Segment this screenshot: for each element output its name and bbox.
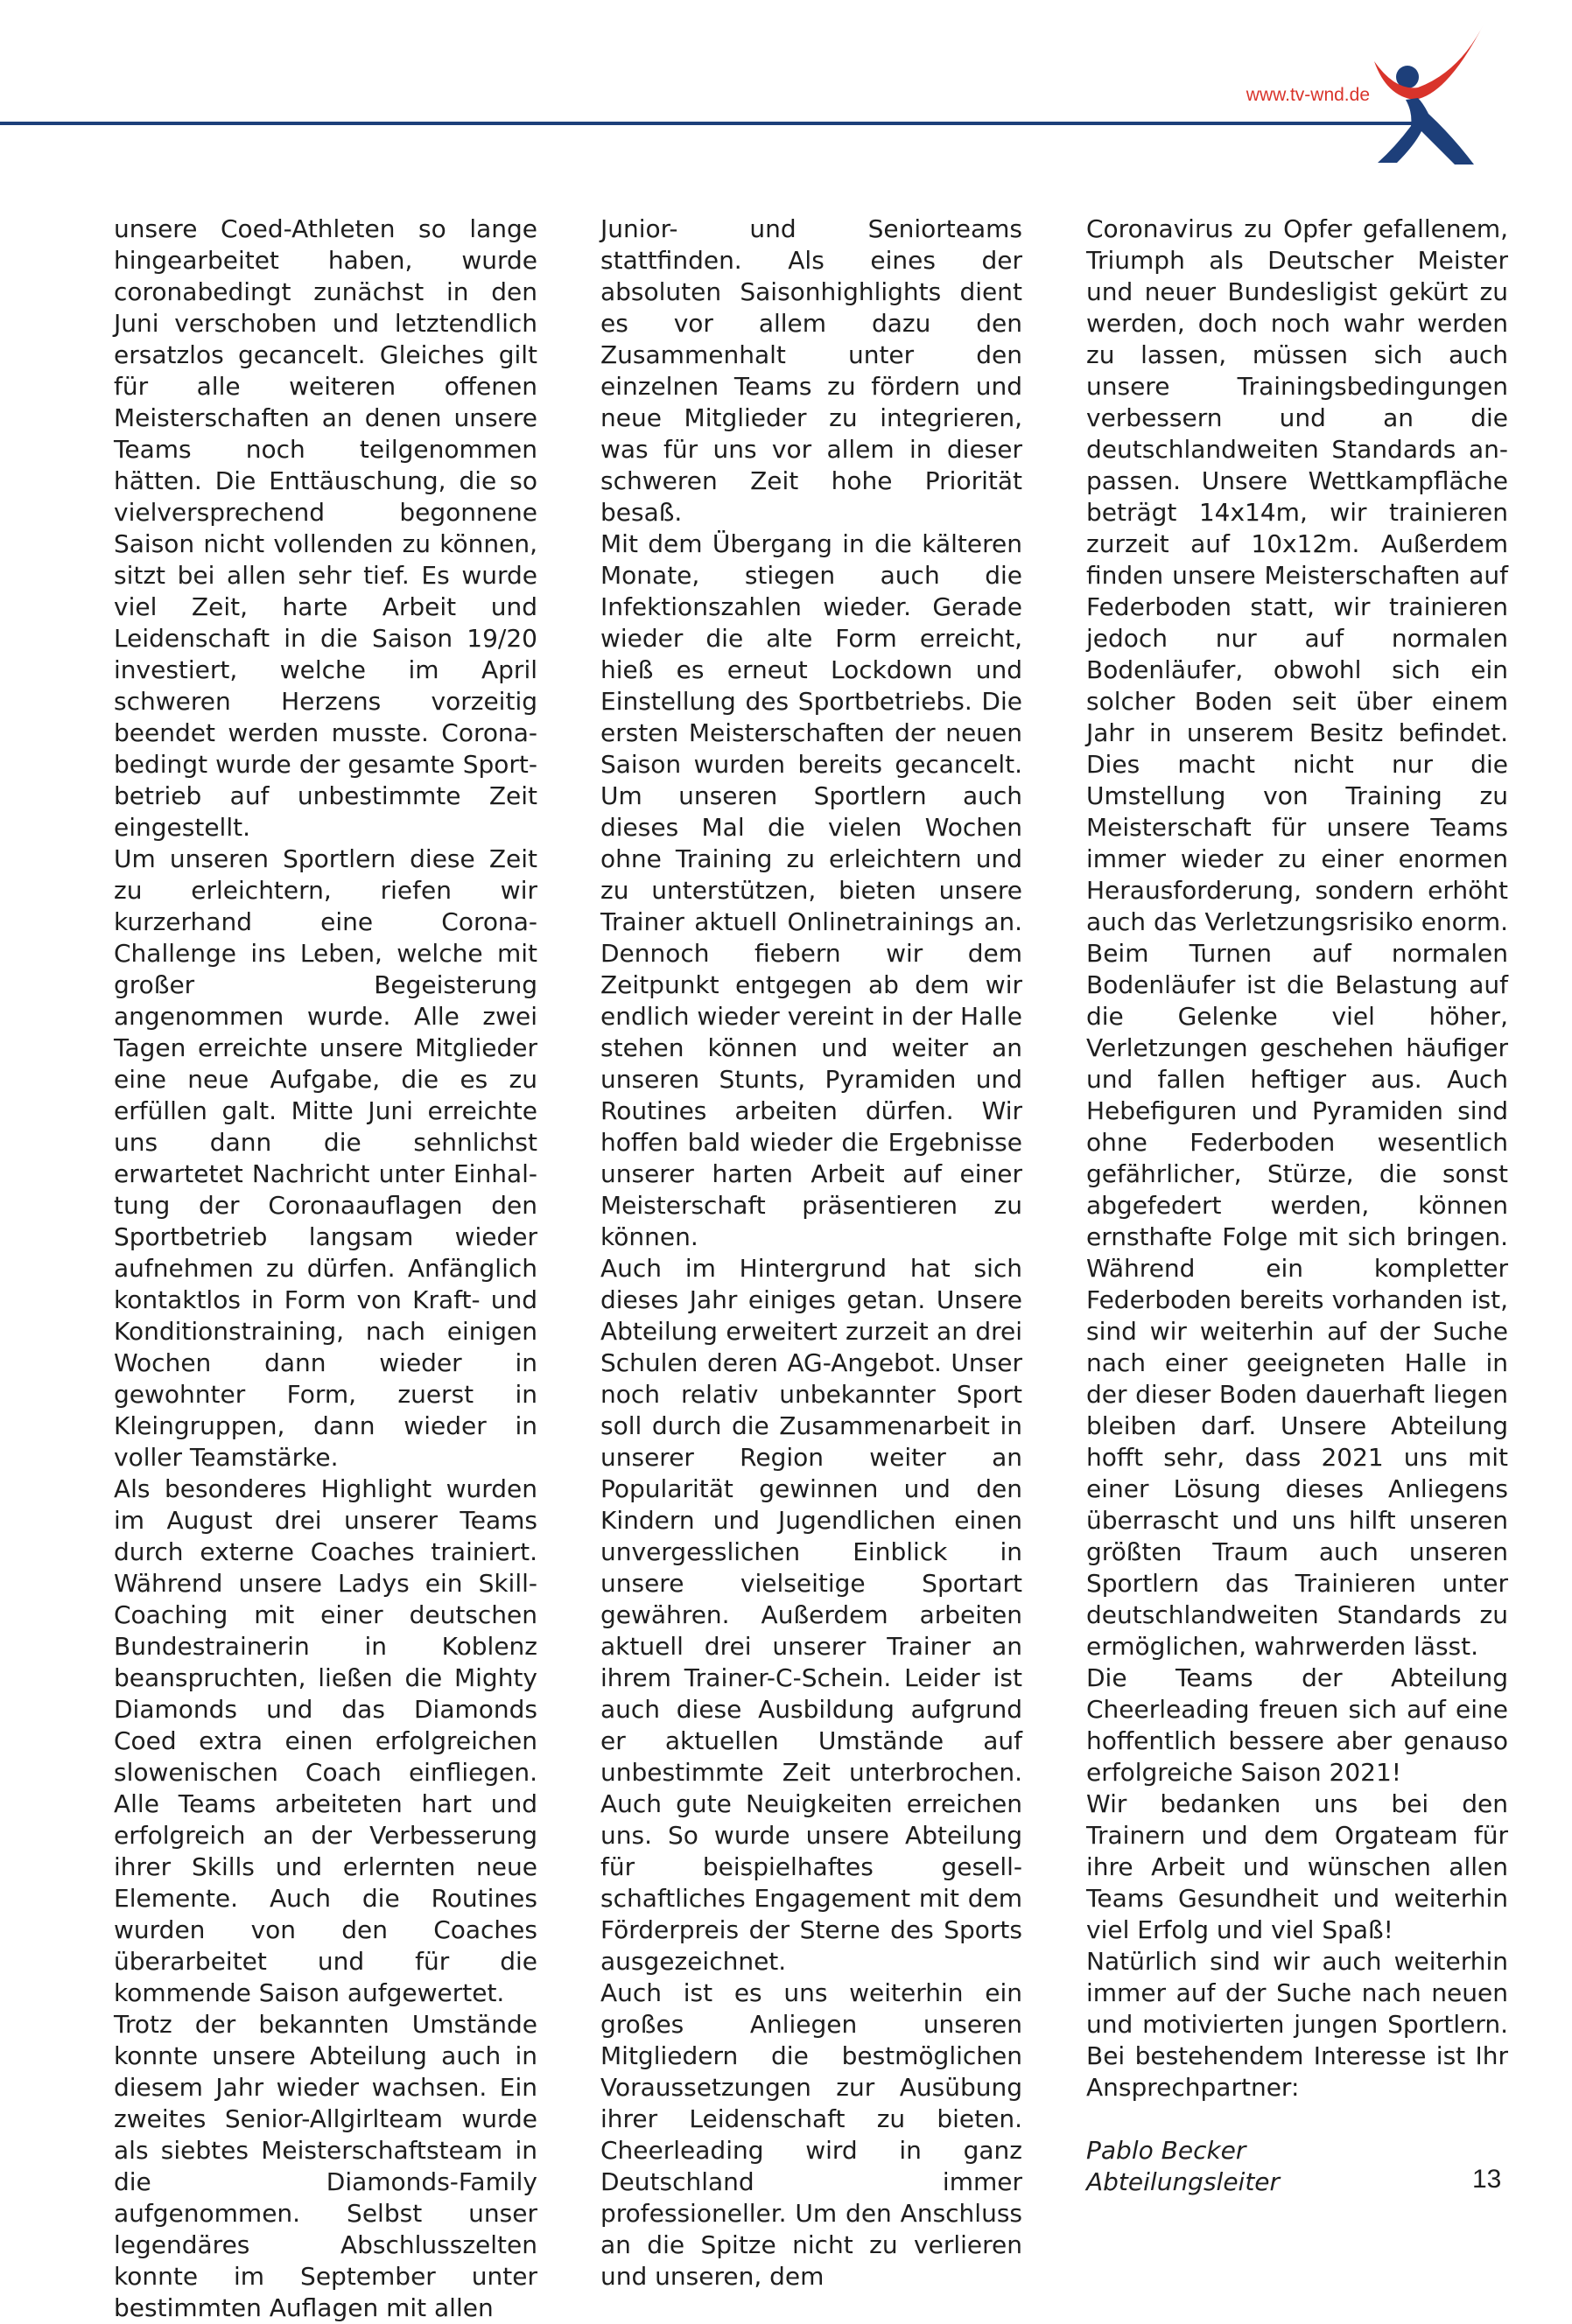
article-column-3 — [1086, 214, 1508, 2198]
paragraph: Als besonderes Highlight wurden im August drei unserer Teams durch externe Coaches trainiert. Während unsere Ladys ein Skill-Coaching mit einer deutschen Bundestrainerin in Koblenz beanspruchten, ließen die Mighty Diamonds und das Diamonds Coed extra einen erfolgreichen slowenischen Coach einfliegen. Alle Teams arbeiteten hart und erfolgreich an der Verbesserung ihrer Skills und erlernten neue Elemente. Auch die Routines wurden von den Coaches überarbeitet und für die kommende Saison aufgewertet. — [114, 1474, 537, 2007]
club-logo-icon — [1357, 16, 1490, 166]
paragraph: Junior- und Seniorteams stattfinden. Als eines der absoluten Saisonhighlights dient es vor allem dazu den Zusammenhalt unter den einzelnen Teams zu fördern und neue Mitglieder zu integrieren, was für uns vor allem in dieser schweren Zeit hohe Priorität besaß. — [600, 214, 1022, 527]
signature-role: Abteilungsleiter — [1086, 2167, 1281, 2196]
paragraph: Mit dem Übergang in die kälteren Monate, stiegen auch die Infektionszahlen wieder. Gerade wieder die alte Form erreicht, hieß es erneut Lockdown und Einstellung des Sportbetriebs. Die ersten Meisterschaften der neuen Saison wurden bereits gecancelt. Um unseren Sportlern auch dieses Mal die vielen Wochen ohne Training zu erleichtern und zu unterstützen, bieten unsere Trainer aktuell Onlinetrainings an. Dennoch fiebern wir dem Zeitpunkt entgegen ab dem wir endlich wieder vereint in der Halle stehen können und weiter an unseren Stunts, Pyramiden und Routines arbeiten dürfen. Wir hoffen bald wieder die Ergebnisse unserer harten Arbeit auf einer Meisterschaft präsentieren zu können. — [600, 529, 1022, 1251]
paragraph: Auch ist es uns weiterhin ein großes Anliegen unseren Mitgliedern die bestmöglichen Voraussetzungen zur Ausübung ihrer Leidenschaft zu bieten. Cheerleading wird in ganz Deutschland immer professioneller. Um den Anschluss an die Spitze nicht zu verlieren und unseren, dem — [600, 1978, 1022, 2291]
paragraph: Trotz der bekannten Umstände konnte unsere Abteilung auch in diesem Jahr wieder wachsen. Ein zweites Senior-Allgirlteam wurde als siebtes Meisterschaftsteam in die Diamonds-Family aufgenommen. Selbst unser legendäres Abschlusszelten konnte im September unter bestimmten Auflagen mit allen — [114, 2010, 537, 2322]
paragraph: Die Teams der Abteilung Cheerleading freuen sich auf eine hoffentlich bessere aber genauso erfolgreiche Saison 2021! — [1086, 1663, 1508, 1787]
paragraph: Natürlich sind wir auch weiterhin immer auf der Suche nach neuen und motivierten jungen Sportlern. Bei bestehendem Interesse ist Ihr Ansprechpartner: — [1086, 1947, 1508, 2102]
signature-name: Pablo Becker — [1086, 2136, 1246, 2165]
paragraph: Um unseren Sportlern diese Zeit zu erleichtern, riefen wir kurzerhand eine Corona-Challenge ins Leben, welche mit großer Begeisterung angenommen wurde. Alle zwei Tagen erreichte unsere Mitglieder eine neue Aufgabe, die es zu erfüllen galt. Mitte Juni erreichte uns dann die sehnlichst erwartetet Nachricht unter Einhaltung der Coronaauflagen den Sportbetrieb langsam wieder aufnehmen zu dürfen. Anfänglich kontaktlos in Form von Kraft- und Konditionstraining, nach einigen Wochen dann wieder in gewohnter Form, zuerst in Kleingruppen, dann wieder in voller Teamstärke. — [114, 844, 537, 1472]
article-column-1 — [114, 214, 537, 2324]
article-column-2 — [600, 214, 1022, 2292]
paragraph: Wir bedanken uns bei den Trainern und dem Orgateam für ihre Arbeit und wünschen allen Teams Gesundheit und weiterhin viel Erfolg und viel Spaß! — [1086, 1789, 1508, 1944]
page-number: 13 — [1472, 2165, 1502, 2194]
paragraph: Coronavirus zu Opfer gefallenem, Triumph als Deutscher Meister und neuer Bundesligist gekürt zu werden, doch noch wahr werden zu lassen, müssen sich auch unsere Trainingsbedingungen verbessern und an die deutschlandweiten Standards anpassen. Unsere Wettkampfläche beträgt 14x14m, wir trainieren zurzeit auf 10x12m. Außerdem finden unsere Meisterschaften auf Federboden statt, wir trainieren jedoch nur auf normalen Bodenläufer, obwohl sich ein solcher Boden seit über einem Jahr in unserem Besitz befindet. Dies macht nicht nur die Umstellung von Training zu Meisterschaft für unsere Teams immer wieder zu einer enormen Herausforderung, sondern erhöht auch das Verletzungsrisiko enorm. Beim Turnen auf normalen Bodenläufer ist die Belastung auf die Gelenke viel höher, Verletzungen geschehen häufiger und fallen heftiger aus. Auch Hebefiguren und Pyramiden sind ohne Federboden wesentlich gefährlicher, Stürze, die sonst abgefedert werden, können ernsthafte Folge mit sich bringen. Während ein kompletter Federboden bereits vorhanden ist, sind wir weiterhin auf der Suche nach einer geeigneten Halle in der dieser Boden dauerhaft liegen bleiben darf. Unsere Abteilung hofft sehr, dass 2021 uns mit einer Lösung dieses Anliegens überrascht und uns hilft unseren größten Traum auch unseren Sportlern das Trainieren unter deutschlandweiten Standards zu ermöglichen, wahrwerden lässt. — [1086, 214, 1508, 1661]
paragraph: unsere Coed-Athleten so lange hingearbeitet haben, wurde coronabedingt zunächst in den Juni verschoben und letztendlich ersatzlos gecancelt. Gleiches gilt für alle weiteren offenen Meisterschaften an denen unsere Teams noch teilgenommen hätten. Die Enttäuschung, die so vielversprechend begonnene Saison nicht vollenden zu können, sitzt bei allen sehr tief. Es wurde viel Zeit, harte Arbeit und Leidenschaft in die Saison 19/20 investiert, welche im April schweren Herzens vorzeitig beendet werden musste. Coronabedingt wurde der gesamte Sportbetrieb auf unbestimmte Zeit eingestellt. — [114, 214, 537, 842]
header-url[interactable]: www.tv-wnd.de — [1246, 85, 1370, 105]
paragraph: Auch im Hintergrund hat sich dieses Jahr einiges getan. Unsere Abteilung erweitert zurzeit an drei Schulen deren AG-Angebot. Unser noch relativ unbekannter Sport soll durch die Zusammenarbeit in unserer Region weiter an Popularität gewinnen und den Kindern und Jugendlichen einen unvergesslichen Einblick in unsere vielseitige Sportart gewähren. Außerdem arbeiten aktuell drei unserer Trainer an ihrem Trainer-C-Schein. Leider ist auch diese Ausbildung aufgrund er aktuellen Umstände auf unbestimmte Zeit unterbrochen. Auch gute Neuigkeiten erreichen uns. So wurde unsere Abteilung für beispielhaftes gesellschaftliches Engagement mit dem Förderpreis der Sterne des Sports ausgezeichnet. — [600, 1254, 1022, 1976]
header-divider — [0, 122, 1435, 125]
